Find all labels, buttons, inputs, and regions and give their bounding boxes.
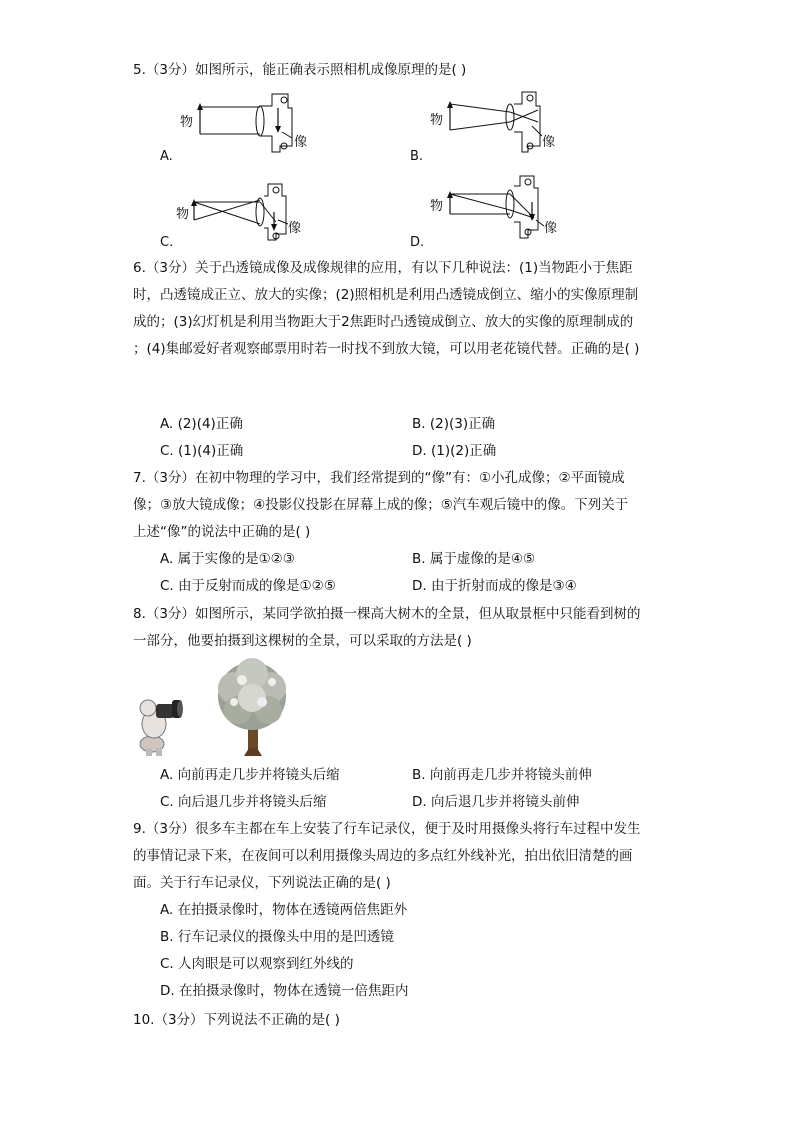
option-label: C. — [160, 235, 174, 250]
q9-option-d[interactable]: D. 在拍摄录像时，物体在透镜一倍焦距内 — [160, 983, 409, 999]
q8-illustration — [134, 658, 304, 762]
q8-option-c[interactable]: C. 向后退几步并将镜头后缩 — [160, 794, 327, 810]
q9-option-c[interactable]: C. 人肉眼是可以观察到红外线的 — [160, 956, 354, 972]
q5-figure-a — [160, 86, 330, 166]
q5-figure-b — [410, 86, 580, 166]
q8-line-1: 8.（3分）如图所示，某同学欲拍摄一棵高大树木的全景，但从取景框中只能看到树的 — [133, 606, 641, 622]
q9-option-a[interactable]: A. 在拍摄录像时，物体在透镜两倍焦距外 — [160, 902, 408, 918]
q8-option-a[interactable]: A. 向前再走几步并将镜头后缩 — [160, 767, 340, 783]
q9-line-3: 面。关于行车记录仪，下列说法正确的是( ) — [133, 875, 391, 891]
q6-line-3: 成的；(3)幻灯机是利用当物距大于2焦距时凸透镜成倒立、放大的实像的原理制成的 — [133, 314, 634, 330]
option-label: A. — [160, 149, 173, 164]
q6-option-b[interactable]: B. (2)(3)正确 — [412, 416, 496, 432]
object-label: 物 — [430, 113, 444, 128]
option-label: B. — [410, 149, 424, 164]
q8-option-d[interactable]: D. 向后退几步并将镜头前伸 — [412, 794, 580, 810]
image-label: 像 — [544, 221, 558, 236]
object-label: 物 — [176, 207, 190, 222]
q6-option-a[interactable]: A. (2)(4)正确 — [160, 416, 243, 432]
q9-line-2: 的事情记录下来，在夜间可以利用摄像头周边的多点红外线补光，拍出依旧清楚的画 — [133, 848, 633, 864]
q7-line-1: 7.（3分）在初中物理的学习中，我们经常提到的“像”有：①小孔成像；②平面镜成 — [133, 470, 625, 486]
q7-line-2: 像；③放大镜成像；④投影仪投影在屏幕上成的像；⑤汽车观后镜中的像。下列关于 — [133, 497, 629, 513]
q10-stem: 10.（3分）下列说法不正确的是( ) — [133, 1012, 340, 1028]
photographer-icon — [140, 700, 183, 756]
q7-option-c[interactable]: C. 由于反射而成的像是①②⑤ — [160, 578, 336, 594]
option-label: D. — [410, 235, 425, 250]
q5-stem: 5.（3分）如图所示，能正确表示照相机成像原理的是( ) — [133, 62, 467, 78]
q8-option-b[interactable]: B. 向前再走几步并将镜头前伸 — [412, 767, 592, 783]
q7-option-a[interactable]: A. 属于实像的是①②③ — [160, 551, 295, 567]
image-label: 像 — [294, 135, 308, 150]
tree-icon — [218, 658, 286, 756]
q6-line-4: ；(4)集邮爱好者观察邮票用时若一时找不到放大镜，可以用老花镜代替。正确的是( ) — [133, 341, 640, 357]
q6-option-c[interactable]: C. (1)(4)正确 — [160, 443, 244, 459]
q5-figure-c — [160, 172, 330, 252]
q7-option-d[interactable]: D. 由于折射而成的像是③④ — [412, 578, 577, 594]
q6-line-1: 6.（3分）关于凸透镜成像及成像规律的应用，有以下几种说法：(1)当物距小于焦距 — [133, 260, 633, 276]
q6-line-2: 时，凸透镜成正立、放大的实像；(2)照相机是利用凸透镜成倒立、缩小的实像原理制 — [133, 287, 639, 303]
object-label: 物 — [180, 115, 194, 130]
image-label: 像 — [542, 135, 556, 150]
image-label: 像 — [288, 221, 302, 236]
q5-figure-d — [410, 172, 580, 252]
q8-line-2: 一部分，他要拍摄到这棵树的全景，可以采取的方法是( ) — [133, 633, 472, 649]
q7-line-3: 上述“像”的说法中正确的是( ) — [133, 524, 311, 540]
q7-option-b[interactable]: B. 属于虚像的是④⑤ — [412, 551, 536, 567]
object-label: 物 — [430, 199, 444, 214]
q9-option-b[interactable]: B. 行车记录仪的摄像头中用的是凹透镜 — [160, 929, 394, 945]
q6-option-d[interactable]: D. (1)(2)正确 — [412, 443, 497, 459]
q9-line-1: 9.（3分）很多车主都在车上安装了行车记录仪，便于及时用摄像头将行车过程中发生 — [133, 821, 641, 837]
